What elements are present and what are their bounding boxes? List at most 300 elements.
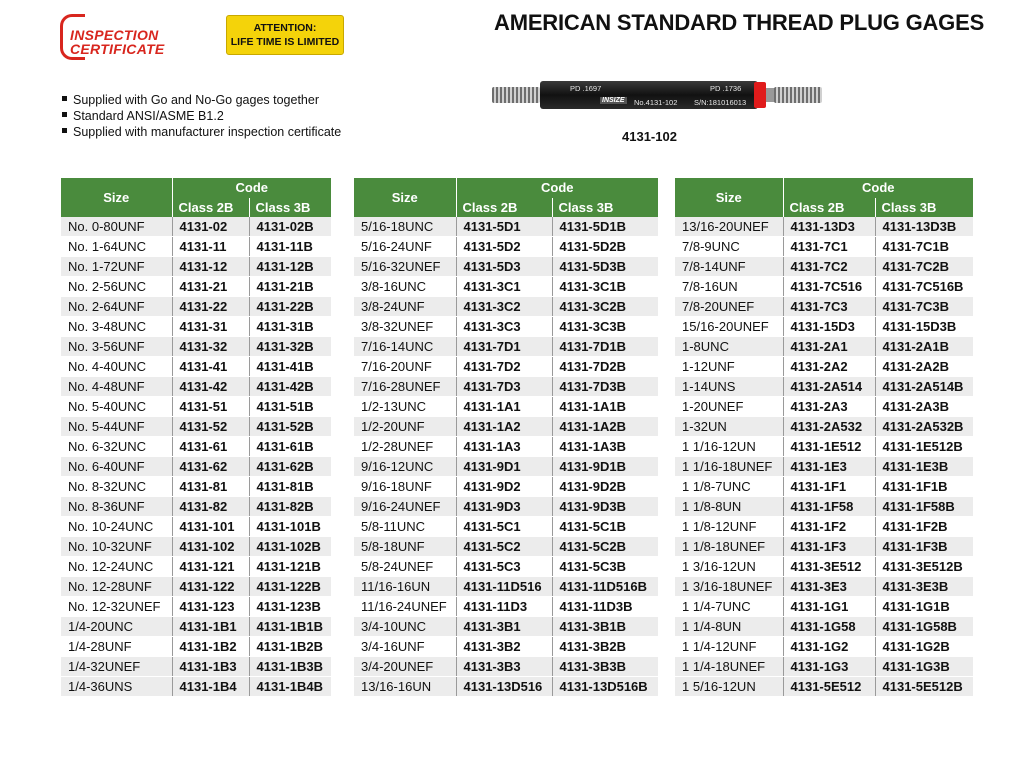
feature-text: Supplied with manufacturer inspection certificate bbox=[73, 125, 342, 139]
table-row bbox=[61, 217, 331, 237]
size-cell: 13/16-20UNEF bbox=[675, 217, 783, 237]
class3b-code-cell: 4131-7C2B bbox=[875, 257, 973, 277]
class2b-code-cell: 4131-7D2 bbox=[456, 357, 552, 377]
table-row bbox=[61, 577, 331, 597]
class3b-code-cell: 4131-5C3B bbox=[552, 557, 658, 577]
table-row bbox=[354, 277, 658, 297]
table-row bbox=[61, 477, 331, 497]
class2b-code-cell: 4131-1A1 bbox=[456, 397, 552, 417]
size-cell: 7/16-28UNEF bbox=[354, 377, 456, 397]
class3b-code-cell: 4131-2A514B bbox=[875, 377, 973, 397]
class2b-code-cell: 4131-61 bbox=[172, 437, 249, 457]
class3b-code-cell: 4131-02B bbox=[249, 217, 331, 237]
class3b-code-cell: 4131-1F58B bbox=[875, 497, 973, 517]
attention-line1: ATTENTION: bbox=[253, 22, 317, 34]
table-row bbox=[61, 657, 331, 677]
table-row bbox=[354, 597, 658, 617]
class3b-code-cell: 4131-1A2B bbox=[552, 417, 658, 437]
class3b-code-cell: 4131-81B bbox=[249, 477, 331, 497]
go-thread-end bbox=[492, 87, 540, 103]
feature-text: Standard ANSI/ASME B1.2 bbox=[73, 109, 224, 123]
feature-item bbox=[62, 92, 341, 108]
size-cell: 1 1/4-8UN bbox=[675, 617, 783, 637]
table-row bbox=[61, 377, 331, 397]
class3b-code-cell: 4131-122B bbox=[249, 577, 331, 597]
table-row bbox=[675, 357, 973, 377]
size-cell: 7/8-14UNF bbox=[675, 257, 783, 277]
class2b-code-cell: 4131-13D516 bbox=[456, 677, 552, 697]
class2b-code-cell: 4131-5C3 bbox=[456, 557, 552, 577]
class2b-code-cell: 4131-1A2 bbox=[456, 417, 552, 437]
class3b-code-cell: 4131-7C3B bbox=[875, 297, 973, 317]
table-row bbox=[61, 457, 331, 477]
table-row bbox=[354, 617, 658, 637]
table-row bbox=[61, 557, 331, 577]
table-row bbox=[675, 237, 973, 257]
size-cell: 5/8-24UNEF bbox=[354, 557, 456, 577]
table-row bbox=[354, 357, 658, 377]
size-cell: No. 1-72UNF bbox=[61, 257, 172, 277]
class3b-code-cell: 4131-7C516B bbox=[875, 277, 973, 297]
table-row bbox=[354, 637, 658, 657]
size-cell: 1 1/4-18UNEF bbox=[675, 657, 783, 677]
size-cell: 1 1/16-12UN bbox=[675, 437, 783, 457]
class3b-code-cell: 4131-82B bbox=[249, 497, 331, 517]
size-cell: No. 10-32UNF bbox=[61, 537, 172, 557]
class3b-code-cell: 4131-9D1B bbox=[552, 457, 658, 477]
class3b-code-cell: 4131-5C1B bbox=[552, 517, 658, 537]
table-row bbox=[675, 657, 973, 677]
class2b-code-cell: 4131-123 bbox=[172, 597, 249, 617]
class2b-header: Class 2B bbox=[456, 198, 552, 217]
size-cell: 1-20UNEF bbox=[675, 397, 783, 417]
table-row bbox=[675, 637, 973, 657]
class2b-code-cell: 4131-13D3 bbox=[783, 217, 875, 237]
class3b-code-cell: 4131-3B2B bbox=[552, 637, 658, 657]
class2b-code-cell: 4131-11D3 bbox=[456, 597, 552, 617]
class2b-code-cell: 4131-1F3 bbox=[783, 537, 875, 557]
size-cell: No. 6-32UNC bbox=[61, 437, 172, 457]
size-cell: 3/8-16UNC bbox=[354, 277, 456, 297]
size-cell: No. 1-64UNC bbox=[61, 237, 172, 257]
class2b-code-cell: 4131-1B4 bbox=[172, 677, 249, 697]
table-row bbox=[61, 597, 331, 617]
size-cell: 9/16-24UNEF bbox=[354, 497, 456, 517]
class3b-code-cell: 4131-5D3B bbox=[552, 257, 658, 277]
table-row bbox=[61, 437, 331, 457]
class2b-code-cell: 4131-32 bbox=[172, 337, 249, 357]
class3b-code-cell: 4131-5E512B bbox=[875, 677, 973, 697]
class3b-code-cell: 4131-1F3B bbox=[875, 537, 973, 557]
table-row bbox=[354, 557, 658, 577]
table-row bbox=[354, 377, 658, 397]
class3b-code-cell: 4131-102B bbox=[249, 537, 331, 557]
table-row bbox=[61, 517, 331, 537]
table-row bbox=[354, 497, 658, 517]
class2b-code-cell: 4131-3B3 bbox=[456, 657, 552, 677]
class3b-code-cell: 4131-3E512B bbox=[875, 557, 973, 577]
class3b-code-cell: 4131-1G3B bbox=[875, 657, 973, 677]
bullet-icon bbox=[62, 112, 67, 117]
class2b-code-cell: 4131-7C516 bbox=[783, 277, 875, 297]
table-row bbox=[675, 537, 973, 557]
class2b-code-cell: 4131-7C1 bbox=[783, 237, 875, 257]
table-row bbox=[675, 277, 973, 297]
size-cell: No. 8-36UNF bbox=[61, 497, 172, 517]
bullet-icon bbox=[62, 128, 67, 133]
class2b-code-cell: 4131-1E512 bbox=[783, 437, 875, 457]
brand-logo: INSIZE bbox=[602, 97, 625, 104]
class3b-code-cell: 4131-11D3B bbox=[552, 597, 658, 617]
table-row bbox=[354, 417, 658, 437]
attention-badge bbox=[226, 15, 344, 55]
class2b-code-cell: 4131-7D1 bbox=[456, 337, 552, 357]
class2b-code-cell: 4131-41 bbox=[172, 357, 249, 377]
size-cell: 11/16-24UNEF bbox=[354, 597, 456, 617]
table-row bbox=[354, 397, 658, 417]
size-header: Size bbox=[61, 178, 172, 217]
class2b-code-cell: 4131-5C2 bbox=[456, 537, 552, 557]
class2b-code-cell: 4131-22 bbox=[172, 297, 249, 317]
table-row bbox=[675, 397, 973, 417]
table-row bbox=[61, 537, 331, 557]
class2b-code-cell: 4131-5D2 bbox=[456, 237, 552, 257]
table-row bbox=[61, 637, 331, 657]
size-cell: 1-12UNF bbox=[675, 357, 783, 377]
class3b-code-cell: 4131-5D2B bbox=[552, 237, 658, 257]
table-row bbox=[61, 237, 331, 257]
table-row bbox=[354, 317, 658, 337]
size-cell: 3/8-32UNEF bbox=[354, 317, 456, 337]
size-cell: No. 12-28UNF bbox=[61, 577, 172, 597]
class3b-code-cell: 4131-1B1B bbox=[249, 617, 331, 637]
size-cell: No. 2-56UNC bbox=[61, 277, 172, 297]
class3b-code-cell: 4131-2A532B bbox=[875, 417, 973, 437]
class2b-code-cell: 4131-1A3 bbox=[456, 437, 552, 457]
class2b-code-cell: 4131-121 bbox=[172, 557, 249, 577]
gage-serial-label: S/N:181016013 bbox=[694, 98, 747, 107]
table-row bbox=[354, 437, 658, 457]
nogo-red-band bbox=[754, 82, 766, 108]
size-cell: 5/16-24UNF bbox=[354, 237, 456, 257]
class2b-code-cell: 4131-1F2 bbox=[783, 517, 875, 537]
table-row bbox=[354, 537, 658, 557]
size-cell: 1 1/4-12UNF bbox=[675, 637, 783, 657]
class3b-code-cell: 4131-1B3B bbox=[249, 657, 331, 677]
class3b-code-cell: 4131-2A2B bbox=[875, 357, 973, 377]
class2b-code-cell: 4131-3E3 bbox=[783, 577, 875, 597]
size-cell: 1 1/4-7UNC bbox=[675, 597, 783, 617]
class3b-code-cell: 4131-61B bbox=[249, 437, 331, 457]
size-cell: 1 3/16-18UNEF bbox=[675, 577, 783, 597]
gage-table-3 bbox=[675, 178, 973, 697]
size-cell: 1-14UNS bbox=[675, 377, 783, 397]
class3b-code-cell: 4131-3E3B bbox=[875, 577, 973, 597]
class2b-code-cell: 4131-3C1 bbox=[456, 277, 552, 297]
bullet-icon bbox=[62, 96, 67, 101]
size-cell: 1/4-36UNS bbox=[61, 677, 172, 697]
size-cell: 1 5/16-12UN bbox=[675, 677, 783, 697]
attention-line2: LIFE TIME IS LIMITED bbox=[230, 36, 340, 48]
class2b-code-cell: 4131-1E3 bbox=[783, 457, 875, 477]
table-row bbox=[354, 217, 658, 237]
table-row bbox=[354, 577, 658, 597]
table-row bbox=[675, 217, 973, 237]
table-row bbox=[675, 317, 973, 337]
table-row bbox=[61, 397, 331, 417]
class2b-code-cell: 4131-5E512 bbox=[783, 677, 875, 697]
class3b-code-cell: 4131-2A1B bbox=[875, 337, 973, 357]
size-cell: 5/8-18UNF bbox=[354, 537, 456, 557]
class2b-code-cell: 4131-2A532 bbox=[783, 417, 875, 437]
class3b-header: Class 3B bbox=[552, 198, 658, 217]
class2b-code-cell: 4131-12 bbox=[172, 257, 249, 277]
size-cell: 15/16-20UNEF bbox=[675, 317, 783, 337]
size-cell: 13/16-16UN bbox=[354, 677, 456, 697]
table-row bbox=[61, 297, 331, 317]
size-cell: 1 3/16-12UN bbox=[675, 557, 783, 577]
class2b-code-cell: 4131-1G3 bbox=[783, 657, 875, 677]
class3b-code-cell: 4131-1A3B bbox=[552, 437, 658, 457]
class3b-code-cell: 4131-1B2B bbox=[249, 637, 331, 657]
class2b-code-cell: 4131-3C3 bbox=[456, 317, 552, 337]
size-cell: 1/2-20UNF bbox=[354, 417, 456, 437]
class2b-code-cell: 4131-7C3 bbox=[783, 297, 875, 317]
class2b-code-cell: 4131-1B1 bbox=[172, 617, 249, 637]
class2b-code-cell: 4131-82 bbox=[172, 497, 249, 517]
table-row bbox=[61, 357, 331, 377]
table-row bbox=[354, 477, 658, 497]
class3b-code-cell: 4131-32B bbox=[249, 337, 331, 357]
class3b-code-cell: 4131-52B bbox=[249, 417, 331, 437]
size-cell: 11/16-16UN bbox=[354, 577, 456, 597]
class2b-code-cell: 4131-2A514 bbox=[783, 377, 875, 397]
table-row bbox=[354, 677, 658, 697]
pd-nogo-label: PD .1736 bbox=[710, 84, 742, 93]
class3b-code-cell: 4131-3C3B bbox=[552, 317, 658, 337]
size-cell: 3/8-24UNF bbox=[354, 297, 456, 317]
size-cell: No. 4-48UNF bbox=[61, 377, 172, 397]
logo-line1: INSPECTION bbox=[70, 27, 159, 43]
size-cell: 1/4-32UNEF bbox=[61, 657, 172, 677]
code-header: Code bbox=[456, 178, 658, 198]
class3b-code-cell: 4131-1G2B bbox=[875, 637, 973, 657]
size-cell: No. 4-40UNC bbox=[61, 357, 172, 377]
logo-line2: CERTIFICATE bbox=[70, 41, 165, 57]
feature-item bbox=[62, 124, 341, 140]
size-cell: 9/16-18UNF bbox=[354, 477, 456, 497]
size-cell: 1 1/8-8UN bbox=[675, 497, 783, 517]
class3b-code-cell: 4131-11B bbox=[249, 237, 331, 257]
size-cell: 1 1/8-18UNEF bbox=[675, 537, 783, 557]
class3b-code-cell: 4131-1E512B bbox=[875, 437, 973, 457]
class2b-code-cell: 4131-122 bbox=[172, 577, 249, 597]
class2b-code-cell: 4131-62 bbox=[172, 457, 249, 477]
class2b-header: Class 2B bbox=[783, 198, 875, 217]
size-cell: 1 1/16-18UNEF bbox=[675, 457, 783, 477]
class3b-code-cell: 4131-11D516B bbox=[552, 577, 658, 597]
class2b-code-cell: 4131-3B1 bbox=[456, 617, 552, 637]
class3b-code-cell: 4131-3B3B bbox=[552, 657, 658, 677]
class3b-code-cell: 4131-1E3B bbox=[875, 457, 973, 477]
size-header: Size bbox=[354, 178, 456, 217]
size-cell: No. 8-32UNC bbox=[61, 477, 172, 497]
size-cell: 1-32UN bbox=[675, 417, 783, 437]
gage-table-2 bbox=[354, 178, 658, 697]
size-cell: 7/8-20UNEF bbox=[675, 297, 783, 317]
class3b-code-cell: 4131-3C2B bbox=[552, 297, 658, 317]
size-cell: 3/4-10UNC bbox=[354, 617, 456, 637]
class3b-code-cell: 4131-101B bbox=[249, 517, 331, 537]
class2b-code-cell: 4131-102 bbox=[172, 537, 249, 557]
class2b-code-cell: 4131-11D516 bbox=[456, 577, 552, 597]
feature-item bbox=[62, 108, 341, 124]
class3b-code-cell: 4131-62B bbox=[249, 457, 331, 477]
size-cell: No. 3-48UNC bbox=[61, 317, 172, 337]
table-row bbox=[675, 617, 973, 637]
class3b-code-cell: 4131-5D1B bbox=[552, 217, 658, 237]
table-row bbox=[61, 497, 331, 517]
size-cell: 1 1/8-12UNF bbox=[675, 517, 783, 537]
table-row bbox=[675, 597, 973, 617]
size-cell: 1/4-28UNF bbox=[61, 637, 172, 657]
table-row bbox=[675, 257, 973, 277]
class2b-code-cell: 4131-2A3 bbox=[783, 397, 875, 417]
class2b-code-cell: 4131-52 bbox=[172, 417, 249, 437]
nogo-thread-end bbox=[774, 87, 822, 103]
size-cell: 7/16-14UNC bbox=[354, 337, 456, 357]
size-cell: 1 1/8-7UNC bbox=[675, 477, 783, 497]
size-cell: No. 10-24UNC bbox=[61, 517, 172, 537]
size-cell: 7/8-9UNC bbox=[675, 237, 783, 257]
class2b-code-cell: 4131-3C2 bbox=[456, 297, 552, 317]
class2b-code-cell: 4131-7D3 bbox=[456, 377, 552, 397]
class3b-code-cell: 4131-7D3B bbox=[552, 377, 658, 397]
table-row bbox=[61, 257, 331, 277]
gage-model-label: No.4131-102 bbox=[634, 98, 678, 107]
table-row bbox=[675, 297, 973, 317]
table-row bbox=[675, 457, 973, 477]
table-row bbox=[61, 417, 331, 437]
class3b-code-cell: 4131-1A1B bbox=[552, 397, 658, 417]
class2b-code-cell: 4131-5D3 bbox=[456, 257, 552, 277]
size-cell: No. 6-40UNF bbox=[61, 457, 172, 477]
class3b-code-cell: 4131-12B bbox=[249, 257, 331, 277]
table-row bbox=[675, 417, 973, 437]
size-cell: 1/4-20UNC bbox=[61, 617, 172, 637]
class2b-code-cell: 4131-51 bbox=[172, 397, 249, 417]
table-row bbox=[354, 457, 658, 477]
class2b-code-cell: 4131-3B2 bbox=[456, 637, 552, 657]
class2b-code-cell: 4131-101 bbox=[172, 517, 249, 537]
class2b-code-cell: 4131-1G2 bbox=[783, 637, 875, 657]
size-cell: No. 5-40UNC bbox=[61, 397, 172, 417]
size-cell: No. 5-44UNF bbox=[61, 417, 172, 437]
size-cell: 1/2-28UNEF bbox=[354, 437, 456, 457]
class3b-code-cell: 4131-1G58B bbox=[875, 617, 973, 637]
class3b-code-cell: 4131-13D516B bbox=[552, 677, 658, 697]
class3b-code-cell: 4131-22B bbox=[249, 297, 331, 317]
table-row bbox=[675, 577, 973, 597]
class2b-code-cell: 4131-5D1 bbox=[456, 217, 552, 237]
class3b-code-cell: 4131-5C2B bbox=[552, 537, 658, 557]
class3b-header: Class 3B bbox=[249, 198, 331, 217]
class3b-code-cell: 4131-7D2B bbox=[552, 357, 658, 377]
gage-table-1 bbox=[61, 178, 331, 697]
class2b-code-cell: 4131-21 bbox=[172, 277, 249, 297]
size-cell: No. 0-80UNF bbox=[61, 217, 172, 237]
class3b-code-cell: 4131-123B bbox=[249, 597, 331, 617]
class2b-code-cell: 4131-9D3 bbox=[456, 497, 552, 517]
class2b-code-cell: 4131-11 bbox=[172, 237, 249, 257]
pd-go-label: PD .1697 bbox=[570, 84, 602, 93]
table-row bbox=[675, 437, 973, 457]
feature-text: Supplied with Go and No-Go gages together bbox=[73, 93, 319, 107]
size-cell: No. 12-24UNC bbox=[61, 557, 172, 577]
table-row bbox=[61, 317, 331, 337]
class2b-code-cell: 4131-1G1 bbox=[783, 597, 875, 617]
class2b-code-cell: 4131-42 bbox=[172, 377, 249, 397]
class2b-code-cell: 4131-15D3 bbox=[783, 317, 875, 337]
class3b-code-cell: 4131-1F1B bbox=[875, 477, 973, 497]
class2b-code-cell: 4131-1G58 bbox=[783, 617, 875, 637]
table-row bbox=[354, 297, 658, 317]
class3b-code-cell: 4131-21B bbox=[249, 277, 331, 297]
size-cell: No. 12-32UNEF bbox=[61, 597, 172, 617]
size-cell: 5/16-32UNEF bbox=[354, 257, 456, 277]
class2b-code-cell: 4131-9D2 bbox=[456, 477, 552, 497]
feature-list bbox=[62, 92, 341, 140]
class3b-code-cell: 4131-1F2B bbox=[875, 517, 973, 537]
page-title: AMERICAN STANDARD THREAD PLUG GAGES bbox=[494, 10, 985, 35]
table-row bbox=[354, 337, 658, 357]
class2b-code-cell: 4131-1B3 bbox=[172, 657, 249, 677]
table-row bbox=[61, 677, 331, 697]
class2b-code-cell: 4131-5C1 bbox=[456, 517, 552, 537]
class3b-code-cell: 4131-51B bbox=[249, 397, 331, 417]
size-cell: 1-8UNC bbox=[675, 337, 783, 357]
class3b-code-cell: 4131-1G1B bbox=[875, 597, 973, 617]
table-row bbox=[61, 337, 331, 357]
class3b-code-cell: 4131-3B1B bbox=[552, 617, 658, 637]
table-row bbox=[675, 677, 973, 697]
class3b-code-cell: 4131-9D2B bbox=[552, 477, 658, 497]
table-row bbox=[61, 617, 331, 637]
size-cell: 5/16-18UNC bbox=[354, 217, 456, 237]
class2b-code-cell: 4131-2A1 bbox=[783, 337, 875, 357]
class3b-header: Class 3B bbox=[875, 198, 973, 217]
code-header: Code bbox=[172, 178, 331, 198]
class3b-code-cell: 4131-2A3B bbox=[875, 397, 973, 417]
size-header: Size bbox=[675, 178, 783, 217]
class2b-code-cell: 4131-2A2 bbox=[783, 357, 875, 377]
class3b-code-cell: 4131-13D3B bbox=[875, 217, 973, 237]
product-code: 4131-102 bbox=[622, 129, 677, 144]
table-row bbox=[61, 277, 331, 297]
size-cell: 3/4-16UNF bbox=[354, 637, 456, 657]
thread-plug-gage-image bbox=[492, 78, 822, 112]
size-cell: 3/4-20UNEF bbox=[354, 657, 456, 677]
size-cell: 5/8-11UNC bbox=[354, 517, 456, 537]
table-row bbox=[354, 237, 658, 257]
table-row bbox=[675, 477, 973, 497]
size-cell: 9/16-12UNC bbox=[354, 457, 456, 477]
class2b-code-cell: 4131-1F58 bbox=[783, 497, 875, 517]
class3b-code-cell: 4131-42B bbox=[249, 377, 331, 397]
size-cell: No. 2-64UNF bbox=[61, 297, 172, 317]
class3b-code-cell: 4131-31B bbox=[249, 317, 331, 337]
size-cell: 7/8-16UN bbox=[675, 277, 783, 297]
